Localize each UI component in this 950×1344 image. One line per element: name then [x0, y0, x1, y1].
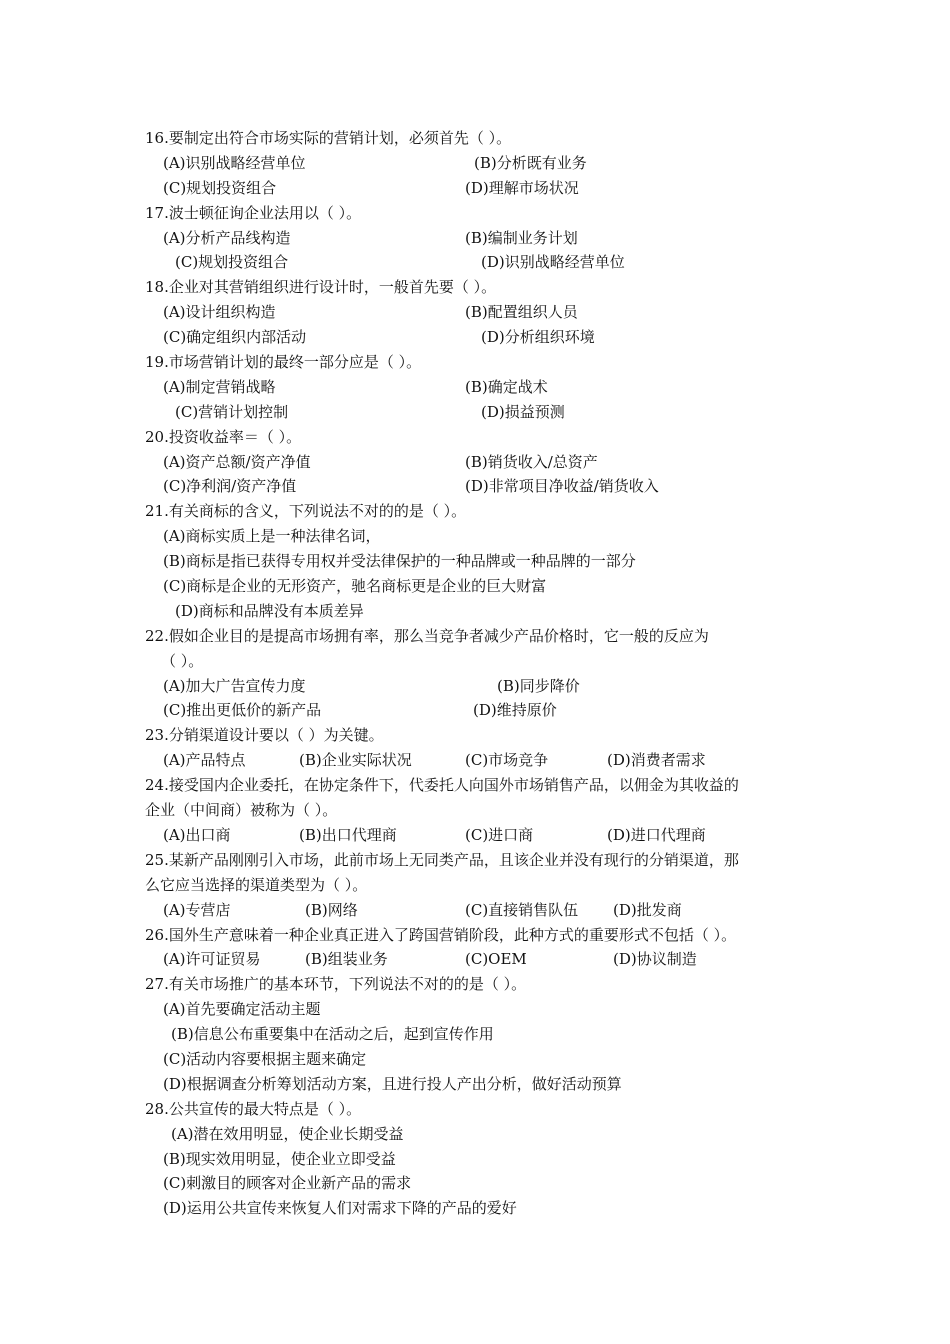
options-row: [145, 176, 825, 201]
question-stem: 21.有关商标的含义，下列说法不对的的是（ ）。: [145, 502, 467, 521]
question-stem-continued: （ ）。: [161, 651, 204, 670]
answer-option: (C)确定组织内部活动: [163, 328, 307, 347]
question-stem: 19.市场营销计划的最终一部分应是（ ）。: [145, 353, 422, 372]
options-row: [145, 325, 825, 350]
answer-option: (B)网络: [305, 900, 358, 919]
options-row: [145, 226, 825, 251]
options-row: [145, 375, 825, 400]
question-block: [145, 499, 825, 623]
answer-option: (B)现实效用明显，使企业立即受益: [163, 1149, 396, 1168]
answer-option: (D)进口代理商: [607, 825, 706, 844]
question-stem: 24.接受国内企业委托，在协定条件下，代委托人向国外市场销售产品，以佣金为其收益的: [145, 776, 739, 795]
answer-option: (B)确定战术: [465, 377, 548, 396]
options-row: [145, 1122, 825, 1147]
answer-option: (A)资产总额/资产净值: [163, 452, 311, 471]
answer-option: (A)产品特点: [163, 751, 246, 770]
answer-option: (C)推出更低价的新产品: [163, 701, 322, 720]
answer-option: (B)商标是指已获得专用权并受法律保护的一种品牌或一种品牌的一部分: [163, 552, 636, 571]
answer-option: (C)直接销售队伍: [465, 900, 579, 919]
answer-option: (A)设计组织构造: [163, 303, 276, 322]
answer-option: (B)同步降价: [497, 676, 580, 695]
options-row: [145, 599, 825, 624]
options-row: [145, 151, 825, 176]
answer-option: (D)商标和品牌没有本质差异: [175, 601, 364, 620]
question-block: [145, 425, 825, 500]
answer-option: (A)潜在效用明显，使企业长期受益: [171, 1124, 404, 1143]
question-stem: 18.企业对其营销组织进行设计时，一般首先要（ ）。: [145, 278, 497, 297]
options-row: [145, 748, 825, 773]
question-block: [145, 126, 825, 201]
question-stem: 26.国外生产意味着一种企业真正进入了跨国营销阶段，此种方式的重要形式不包括（ ）。: [145, 925, 737, 944]
question-block: [145, 723, 825, 773]
options-row: [145, 698, 825, 723]
question-stem: 20.投资收益率＝（ ）。: [145, 427, 302, 446]
answer-option: (C)净利润/资产净值: [163, 477, 297, 496]
answer-option: (A)识别战略经营单位: [163, 153, 306, 172]
options-row: [145, 250, 825, 275]
answer-option: (B)销货收入/总资产: [465, 452, 598, 471]
question-stem: 25.某新产品刚刚引入市场，此前市场上无同类产品，且该企业并没有现行的分销渠道，那: [145, 850, 739, 869]
question-block: [145, 275, 825, 350]
options-row: [145, 574, 825, 599]
answer-option: (D)非常项目净收益/销货收入: [465, 477, 659, 496]
question-block: [145, 624, 825, 724]
answer-option: (A)制定营销战略: [163, 377, 276, 396]
answer-option: (B)编制业务计划: [465, 228, 578, 247]
answer-option: (D)消费者需求: [607, 751, 706, 770]
answer-option: (C)市场竞争: [465, 751, 549, 770]
answer-option: (B)出口代理商: [299, 825, 397, 844]
answer-option: (B)企业实际状况: [299, 751, 412, 770]
answer-option: (B)组装业务: [305, 950, 388, 969]
options-row: [145, 674, 825, 699]
answer-option: (D)批发商: [613, 900, 682, 919]
options-row: [145, 1072, 825, 1097]
answer-option: (C)OEM: [465, 950, 527, 969]
question-stem: 28.公共宣传的最大特点是（ ）。: [145, 1099, 362, 1118]
options-row: [145, 1047, 825, 1072]
options-row: [145, 823, 825, 848]
question-block: [145, 923, 825, 973]
answer-option: (D)维持原价: [473, 701, 557, 720]
question-block: [145, 201, 825, 276]
question-block: [145, 1097, 825, 1221]
answer-option: (C)营销计划控制: [175, 402, 289, 421]
answer-option: (C)进口商: [465, 825, 534, 844]
question-block: [145, 848, 825, 923]
question-stem: 22.假如企业目的是提高市场拥有率，那么当竞争者减少产品价格时，它一般的反应为: [145, 626, 709, 645]
answer-option: (C)活动内容要根据主题来确定: [163, 1049, 367, 1068]
options-row: [145, 450, 825, 475]
answer-option: (A)首先要确定活动主题: [163, 1000, 321, 1019]
answer-option: (B)信息公布重要集中在活动之后，起到宣传作用: [171, 1025, 494, 1044]
answer-option: (D)分析组织环境: [481, 328, 595, 347]
answer-option: (D)协议制造: [613, 950, 697, 969]
question-block: [145, 972, 825, 1096]
options-row: [145, 1196, 825, 1221]
answer-option: (A)加大广告宣传力度: [163, 676, 306, 695]
options-row: [145, 300, 825, 325]
answer-option: (A)专营店: [163, 900, 231, 919]
options-row: [145, 400, 825, 425]
answer-option: (C)商标是企业的无形资产，驰名商标更是企业的巨大财富: [163, 577, 547, 596]
answer-option: (A)出口商: [163, 825, 231, 844]
options-row: [145, 1022, 825, 1047]
options-row: [145, 524, 825, 549]
question-stem-continued: 企业（中间商）被称为（ ）。: [145, 801, 338, 820]
answer-option: (D)理解市场状况: [465, 178, 579, 197]
answer-option: (D)运用公共宣传来恢复人们对需求下降的产品的爱好: [163, 1199, 517, 1218]
answer-option: (A)分析产品线构造: [163, 228, 291, 247]
answer-option: (C)刺激目的顾客对企业新产品的需求: [163, 1174, 412, 1193]
question-stem: 27.有关市场推广的基本环节，下列说法不对的的是（ ）。: [145, 975, 527, 994]
options-row: [145, 898, 825, 923]
options-row: [145, 1171, 825, 1196]
question-stem: 16.要制定出符合市场实际的营销计划，必须首先（ ）。: [145, 129, 512, 147]
question-block: [145, 350, 825, 425]
answer-option: (A)许可证贸易: [163, 950, 261, 969]
answer-option: (C)规划投资组合: [175, 253, 289, 272]
question-stem: 17.波士顿征询企业法用以（ ）。: [145, 203, 362, 222]
options-row: [145, 474, 825, 499]
options-row: [145, 947, 825, 972]
answer-option: (B)配置组织人员: [465, 303, 578, 322]
options-row: [145, 997, 825, 1022]
question-stem-continued: 么它应当选择的渠道类型为（ ）。: [145, 875, 368, 894]
options-row: [145, 1147, 825, 1172]
answer-option: (C)规划投资组合: [163, 178, 277, 197]
options-row: [145, 549, 825, 574]
answer-option: (B)分析既有业务: [474, 153, 587, 172]
answer-option: (A)商标实质上是一种法律名词，: [163, 527, 381, 546]
answer-option: (D)识别战略经营单位: [481, 253, 625, 272]
question-stem: 23.分销渠道设计要以（ ）为关键。: [145, 726, 384, 745]
answer-option: (D)根据调查分析筹划活动方案，且进行投人产出分析，做好活动预算: [163, 1074, 622, 1093]
question-block: [145, 773, 825, 848]
answer-option: (D)损益预测: [481, 402, 565, 421]
question-list: [145, 126, 825, 1221]
